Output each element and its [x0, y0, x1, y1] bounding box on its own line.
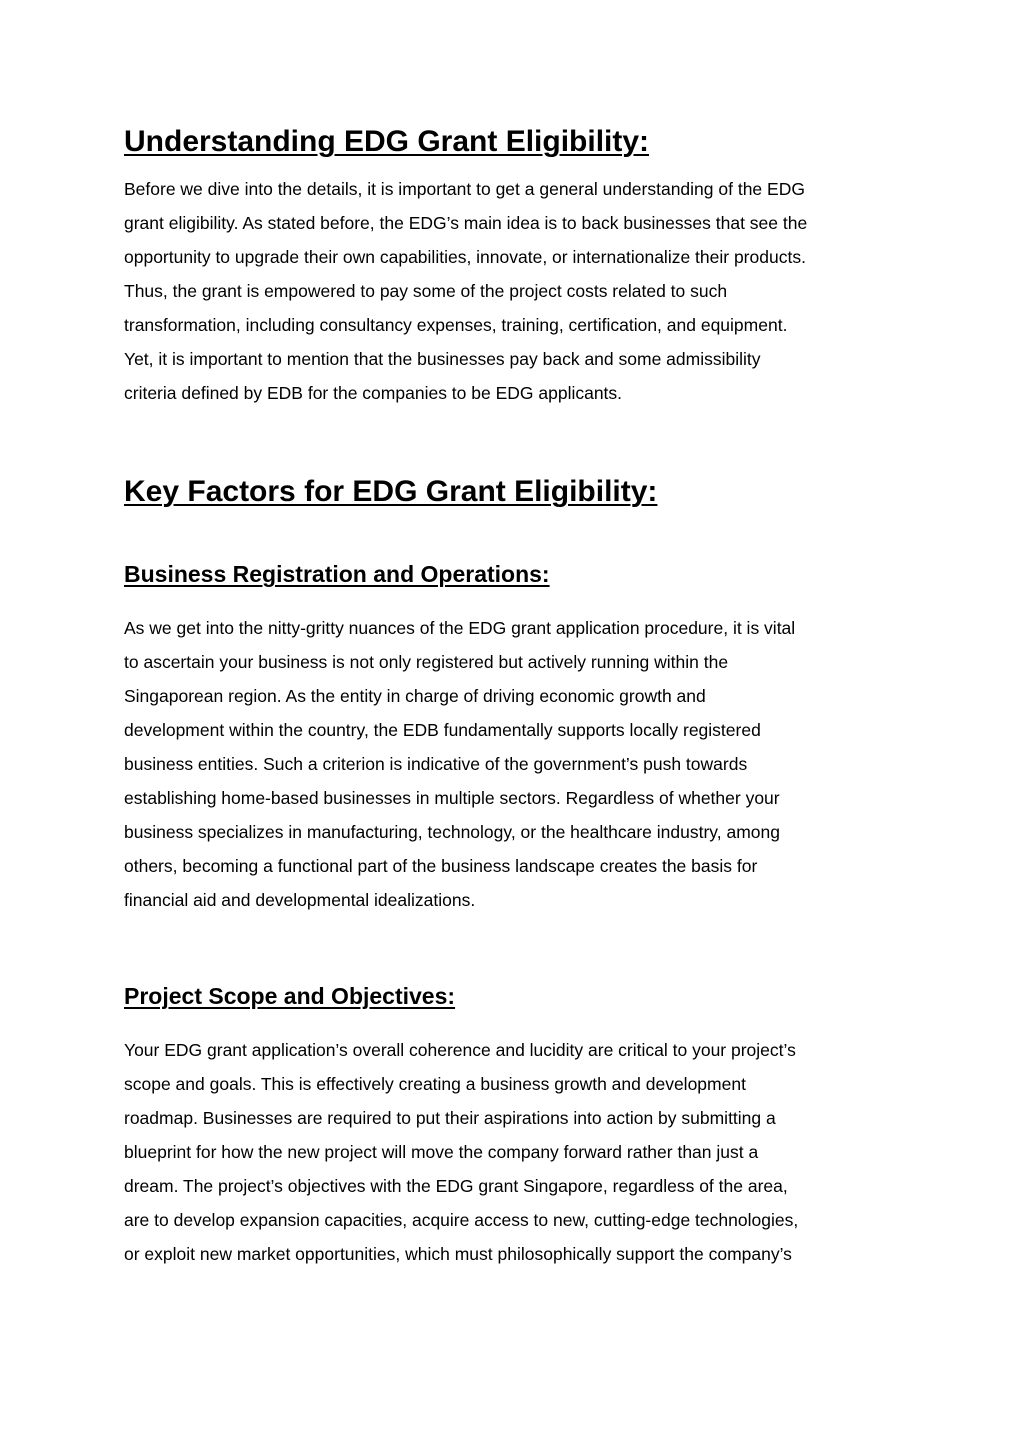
paragraph-line: Your EDG grant application’s overall coherence and lucidity are critical to your project’s — [124, 1040, 796, 1060]
paragraph-line: Yet, it is important to mention that the businesses pay back and some admissibility — [124, 349, 761, 369]
paragraph-line: grant eligibility. As stated before, the EDG’s main idea is to back businesses that see the — [124, 213, 808, 233]
paragraph-line: dream. The project’s objectives with the EDG grant Singapore, regardless of the area, — [124, 1176, 788, 1196]
paragraph-line: criteria defined by EDB for the companies to be EDG applicants. — [124, 383, 623, 403]
paragraph-line: Before we dive into the details, it is important to get a general understanding of the EDG — [124, 179, 805, 199]
paragraph-line: or exploit new market opportunities, which must philosophically support the company’s — [124, 1244, 792, 1264]
paragraph-line: business specializes in manufacturing, technology, or the healthcare industry, among — [124, 822, 780, 842]
paragraph-line: development within the country, the EDB fundamentally supports locally registered — [124, 720, 761, 740]
section-heading-understanding-eligibility: Understanding EDG Grant Eligibility: — [124, 125, 650, 158]
paragraph-line: Thus, the grant is empowered to pay some of the project costs related to such — [124, 281, 728, 301]
paragraph-line: to ascertain your business is not only registered but actively running within the — [124, 652, 729, 672]
paragraph-line: Singaporean region. As the entity in charge of driving economic growth and — [124, 686, 706, 706]
paragraph-line: As we get into the nitty-gritty nuances of the EDG grant application procedure, it is vital — [124, 618, 796, 638]
paragraph-line: transformation, including consultancy expenses, training, certification, and equipment. — [124, 315, 788, 335]
paragraph-line: others, becoming a functional part of the business landscape creates the basis for — [124, 856, 758, 876]
subsection-heading-business-registration: Business Registration and Operations: — [124, 561, 550, 587]
subsection-heading-project-scope: Project Scope and Objectives: — [124, 983, 456, 1009]
paragraph-line: establishing home-based businesses in multiple sectors. Regardless of whether your — [124, 788, 780, 808]
paragraph-business-registration — [124, 611, 795, 917]
paragraph-project-scope — [124, 1033, 798, 1271]
paragraph-line: opportunity to upgrade their own capabilities, innovate, or internationalize their products. — [124, 247, 806, 267]
paragraph-line: roadmap. Businesses are required to put their aspirations into action by submitting a — [124, 1108, 776, 1128]
paragraph-line: are to develop expansion capacities, acquire access to new, cutting-edge technologies, — [124, 1210, 799, 1230]
paragraph-line: blueprint for how the new project will move the company forward rather than just a — [124, 1142, 759, 1162]
paragraph-understanding-eligibility — [124, 172, 807, 410]
paragraph-line: business entities. Such a criterion is indicative of the government’s push towards — [124, 754, 748, 774]
paragraph-line: financial aid and developmental idealizations. — [124, 890, 476, 910]
section-heading-key-factors: Key Factors for EDG Grant Eligibility: — [124, 475, 658, 508]
paragraph-line: scope and goals. This is effectively creating a business growth and development — [124, 1074, 746, 1094]
